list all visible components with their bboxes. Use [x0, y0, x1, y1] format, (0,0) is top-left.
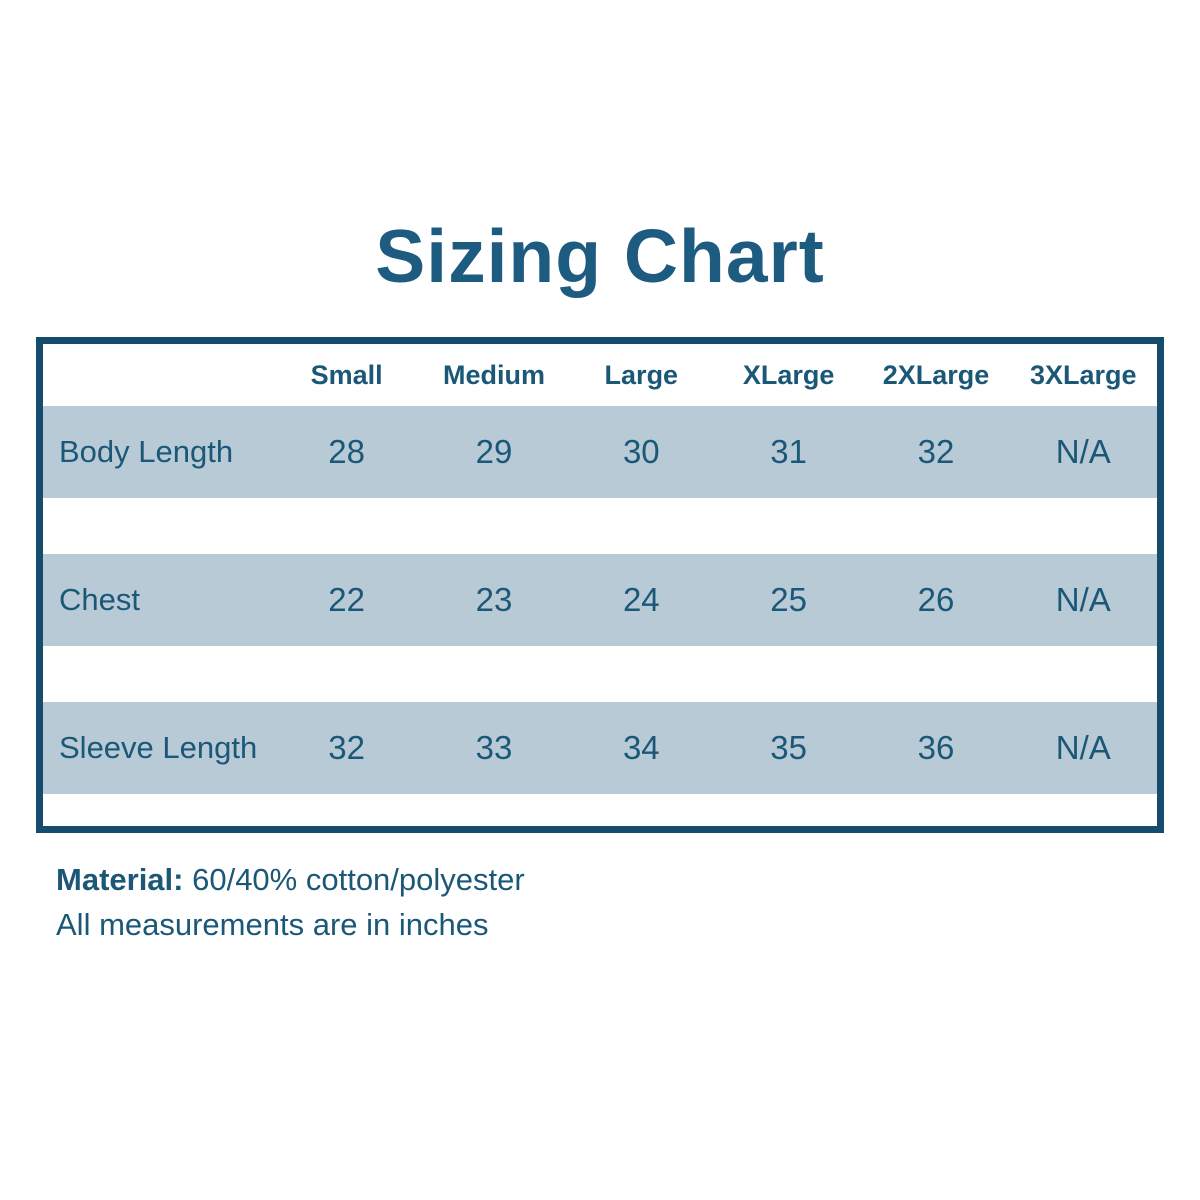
- table-row-sleeve-length: [43, 702, 1157, 794]
- material-line: [56, 858, 525, 903]
- table-cell: N/A: [1055, 433, 1111, 470]
- table-cell: 29: [475, 433, 513, 470]
- column-header-medium: Medium: [442, 359, 545, 390]
- table-cell: 24: [622, 581, 660, 618]
- table-cell: 32: [328, 729, 366, 766]
- table-cell: 33: [475, 729, 513, 766]
- measurement-note: All measurements are in inches: [56, 906, 489, 942]
- column-header-xlarge: XLarge: [742, 359, 835, 390]
- table-cell: 30: [622, 433, 660, 470]
- column-header-3xlarge: 3XLarge: [1030, 359, 1137, 390]
- table-cell: 26: [917, 581, 955, 618]
- row-label: Body Length: [59, 434, 234, 469]
- table-header-row: [43, 344, 1157, 406]
- table-cell: 31: [770, 433, 807, 470]
- column-header-large: Large: [604, 359, 679, 390]
- row-label: Sleeve Length: [59, 730, 258, 765]
- material-value: 60/40% cotton/polyester: [183, 862, 525, 897]
- table-cell: 28: [328, 433, 366, 470]
- sizing-table: [36, 337, 1164, 833]
- table-cell: N/A: [1055, 729, 1111, 766]
- table-cell: 25: [770, 581, 807, 618]
- column-header-small: Small: [310, 359, 383, 390]
- table-cell: 34: [622, 729, 660, 766]
- material-label: Material:: [56, 862, 184, 897]
- table-row-chest: [43, 554, 1157, 646]
- footer-notes: [56, 858, 525, 948]
- row-spacer: [43, 646, 1157, 702]
- table-cell: 23: [475, 581, 513, 618]
- table-row-body-length: [43, 406, 1157, 498]
- column-header-2xlarge: 2XLarge: [882, 359, 990, 390]
- row-spacer: [43, 498, 1157, 554]
- table-cell: 22: [328, 581, 366, 618]
- table-cell: 32: [917, 433, 955, 470]
- table-cell: 35: [770, 729, 807, 766]
- row-label: Chest: [59, 582, 140, 617]
- table-cell: N/A: [1055, 581, 1111, 618]
- page-title: Sizing Chart: [375, 214, 825, 298]
- table-cell: 36: [917, 729, 955, 766]
